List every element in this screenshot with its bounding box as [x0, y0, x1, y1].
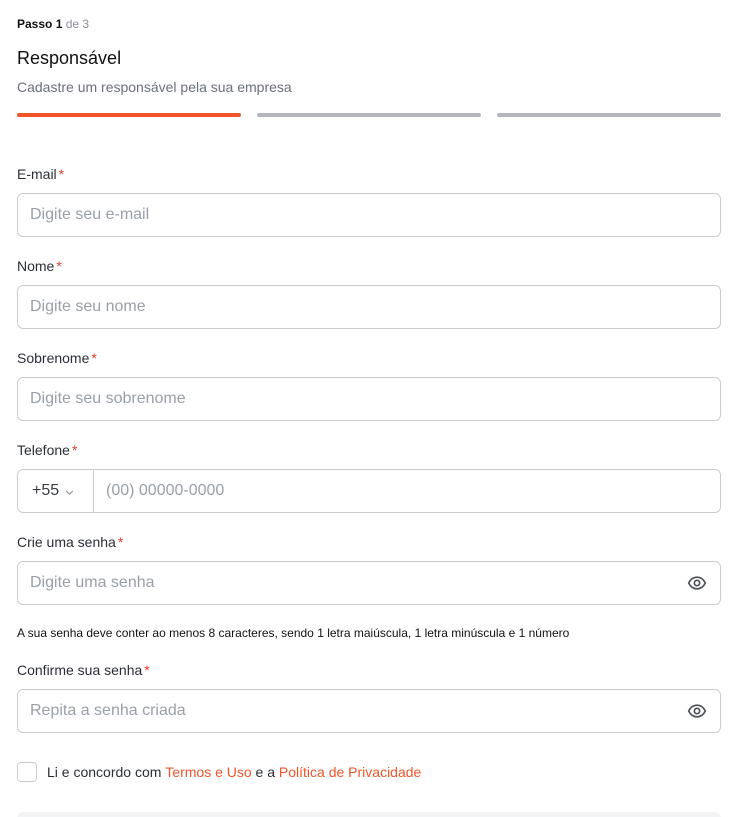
- password-field-wrapper: [17, 561, 721, 605]
- phone-field[interactable]: [94, 470, 720, 512]
- first-name-field-wrapper: [17, 285, 721, 329]
- phone-label-text: Telefone: [17, 442, 70, 458]
- phone-field-wrapper: [17, 469, 721, 513]
- terms-connector: e a: [255, 764, 276, 780]
- phone-label: [17, 442, 77, 458]
- progress-step-1: [17, 113, 241, 117]
- country-code-select[interactable]: [18, 470, 94, 512]
- email-label-text: E-mail: [17, 166, 57, 182]
- required-mark: *: [91, 350, 97, 366]
- confirm-password-label-text: Confirme sua senha: [17, 662, 143, 678]
- first-name-label-text: Nome: [17, 258, 55, 274]
- page-subtitle: Cadastre um responsável pela sua empresa: [17, 79, 292, 95]
- confirm-password-label: [17, 662, 150, 678]
- last-name-label-text: Sobrenome: [17, 350, 90, 366]
- eye-icon[interactable]: [686, 700, 708, 722]
- last-name-field[interactable]: [18, 378, 720, 420]
- chevron-down-icon: [65, 488, 74, 497]
- confirm-password-field[interactable]: [18, 690, 686, 732]
- page-title: Responsável: [17, 48, 122, 68]
- terms-of-use-link[interactable]: Termos e Uso: [165, 764, 252, 780]
- step-current: 1: [55, 17, 63, 31]
- step-total: de 3: [65, 17, 90, 31]
- first-name-label: [17, 258, 62, 274]
- terms-checkbox[interactable]: [17, 762, 37, 782]
- required-mark: *: [117, 534, 124, 550]
- submit-button[interactable]: [17, 812, 721, 817]
- required-mark: *: [56, 258, 62, 274]
- required-mark: *: [58, 166, 65, 182]
- progress-step-3: [497, 113, 721, 117]
- password-hint: A sua senha deve conter ao menos 8 caracteres, sendo 1 letra maiúscula, 1 letra minúscula e 1 número: [17, 626, 570, 640]
- required-mark: *: [71, 442, 78, 458]
- terms-row: [17, 762, 421, 782]
- last-name-label: [17, 350, 97, 366]
- step-indicator: [17, 17, 89, 31]
- eye-icon[interactable]: [686, 572, 708, 594]
- email-field[interactable]: [18, 194, 720, 236]
- progress-step-2: [257, 113, 481, 117]
- confirm-password-field-wrapper: [17, 689, 721, 733]
- terms-prefix: Li e concordo com: [47, 764, 162, 780]
- step-prefix: Passo: [17, 17, 53, 31]
- email-label: [17, 166, 64, 182]
- required-mark: *: [144, 662, 150, 678]
- password-label-text: Crie uma senha: [17, 534, 116, 550]
- first-name-field[interactable]: [18, 286, 720, 328]
- last-name-field-wrapper: [17, 377, 721, 421]
- password-field[interactable]: [18, 562, 686, 604]
- email-field-wrapper: [17, 193, 721, 237]
- privacy-policy-link[interactable]: Política de Privacidade: [278, 764, 422, 780]
- country-code-value: +55: [32, 482, 60, 499]
- password-label: [17, 534, 123, 550]
